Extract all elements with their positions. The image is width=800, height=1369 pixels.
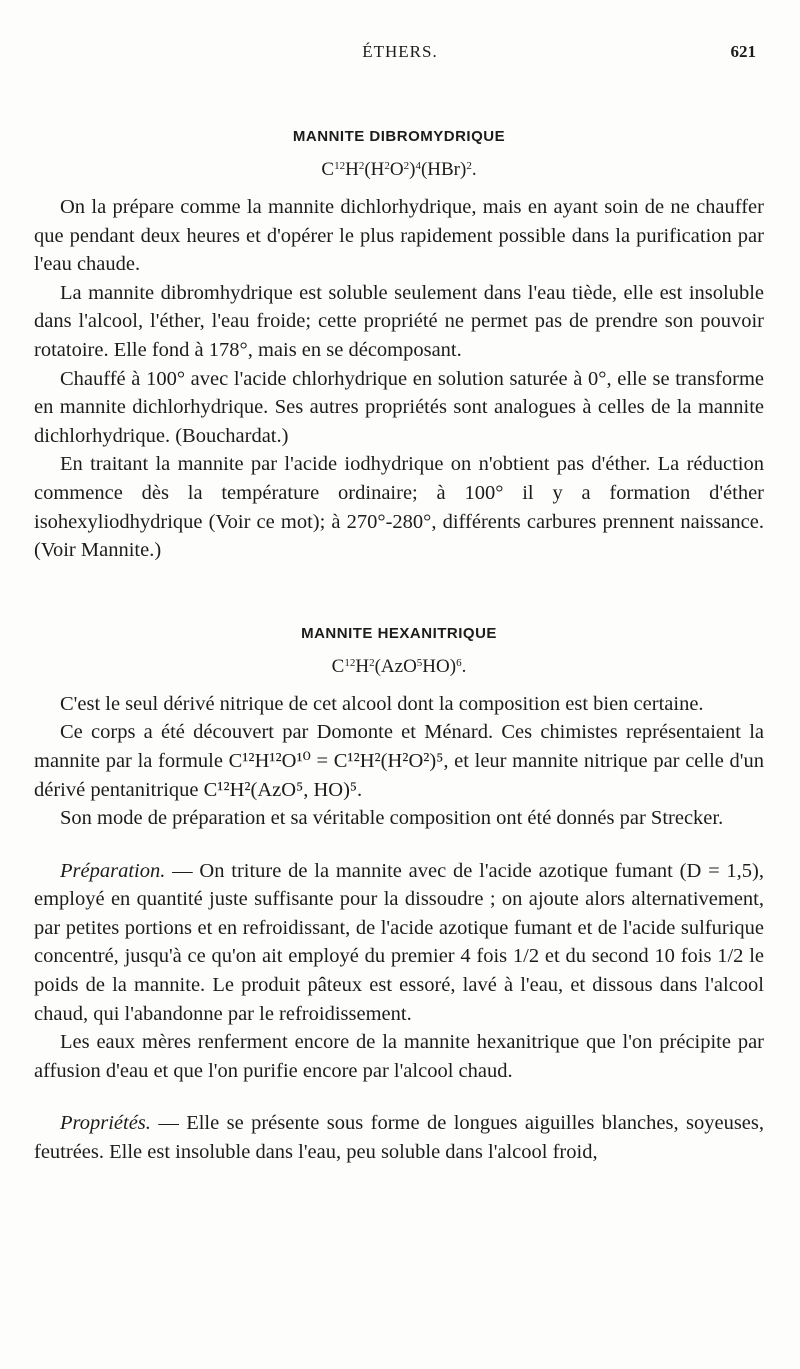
paragraph: Chauffé à 100° avec l'acide chlorhydrique en solution saturée à 0°, elle se transforme en mannite dichlorhydrique. Ses autres propriétés sont analogues à celles de la mannite dichlorhydrique. (Bouchardat.) (34, 367, 764, 447)
paragraph: C'est le seul dérivé nitrique de cet alcool dont la composition est bien certaine. (60, 692, 704, 715)
paragraph: La mannite dibromhydrique est soluble seulement dans l'eau tiède, elle est insoluble dans l'alcool, l'éther, l'eau froide; cette propriété ne permet pas de prendre son pouvoir rotatoire. Elle fond à 178°, mais en se décomposant. (34, 281, 764, 361)
preparation-label: Préparation. (60, 859, 166, 882)
paragraph: Les eaux mères renferment encore de la mannite hexanitrique que l'on précipite par affusion d'eau et que l'on purifie encore par l'alcool chaud. (34, 1031, 764, 1082)
paragraph: Son mode de préparation et sa véritable composition ont été donnés par Strecker. (60, 807, 724, 830)
running-title: ÉTHERS. (362, 42, 438, 61)
paragraph-properties (34, 1109, 764, 1166)
formula-hexanitrique: $C^{12}H^2(AzO^5HO)^6$. (331, 655, 467, 677)
properties-label: Propriétés. (60, 1112, 151, 1135)
section-title-dibromhydrique: MANNITE DIBROMYDRIQUE (292, 128, 506, 145)
paragraph: Ce corps a été découvert par Domonte et Ménard. Ces chimistes représentaient la mannite par la formule C¹²H¹²O¹⁰ = C¹²H²(H²O²)⁵, et leur mannite nitrique par celle d'un dérivé pentanitrique C¹²H²(AzO⁵, HO)⁵. (34, 721, 764, 801)
paragraph-preparation (34, 857, 764, 1029)
section-title-hexanitrique: MANNITE HEXANITRIQUE (301, 624, 497, 642)
page-body (34, 128, 764, 1167)
preparation-text: — On triture de la mannite avec de l'acide azotique fumant (D = 1,5), employé en quantité juste suffisante pour la dissoudre ; on ajoute alors alternativement, par petites portions et en refroidissant, de l'acide azotique fumant et de l'acide sulfurique concentré, jusqu'à ce qu'on ait employé du premier 4 fois 1/2 et du second 10 fois 1/2 le poids de la mannite. Le produit pâteux est essoré, lavé à l'eau, et dissous dans l'alcool chaud, qui l'abandonne par le refroidissement. (34, 859, 764, 1025)
paragraph: On la prépare comme la mannite dichlorhydrique, mais en ayant soin de ne chauffer que pendant deux heures et d'opérer le plus rapidement possible dans la purification par l'eau chaude. (34, 196, 764, 276)
properties-text: — Elle se présente sous forme de longues aiguilles blanches, soyeuses, feutrées. Elle est insoluble dans l'eau, peu soluble dans l'alcool froid, (34, 1112, 764, 1164)
page-number: 621 (730, 42, 756, 61)
formula-dibromhydrique: $C^{12}H^2(H^2O^2)^4(HBr)^2$. (321, 159, 477, 180)
paragraph: En traitant la mannite par l'acide iodhydrique on n'obtient pas d'éther. La réduction commence dès la température ordinaire; à 100° il y a formation d'éther isohexyliodhydrique (Voir ce mot); à 270°-280°, différents carbures prennent naissance. (Voir Mannite.) (34, 453, 764, 562)
running-header (0, 42, 800, 66)
